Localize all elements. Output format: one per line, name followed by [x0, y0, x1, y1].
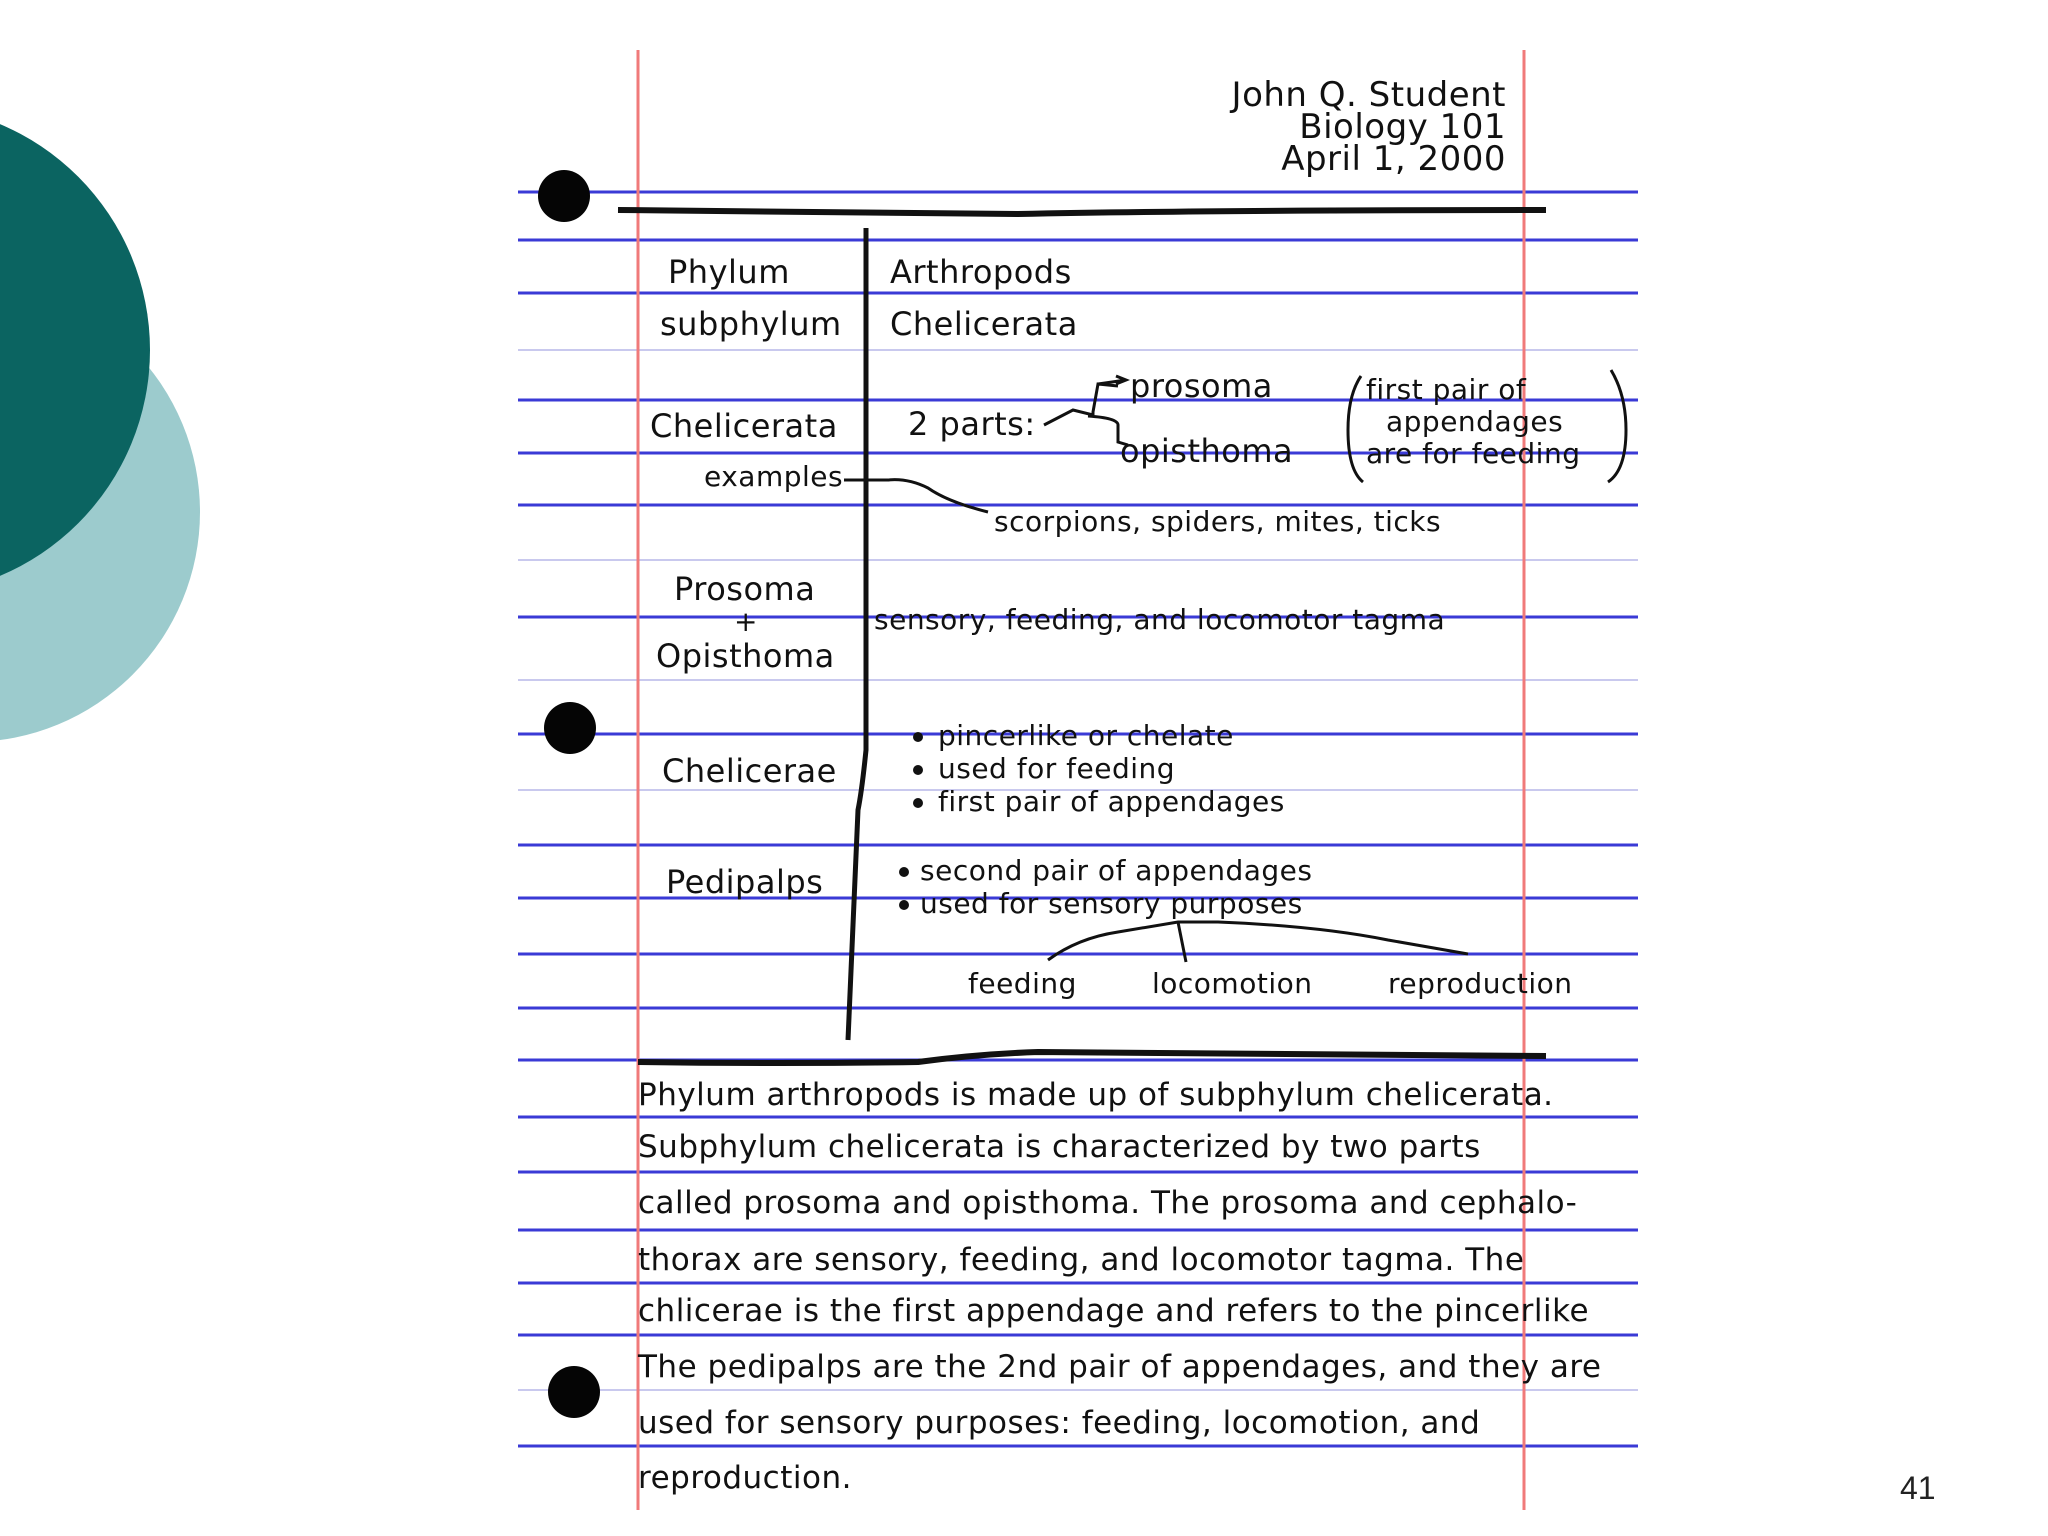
chelicerata-label: Chelicerata — [650, 407, 838, 445]
opisthoma-label: Opisthoma — [656, 637, 835, 675]
bracket-left — [1348, 376, 1363, 482]
subphylum-label: subphylum — [660, 305, 842, 343]
summary-line-2: Subphylum chelicerata is characterized by two parts — [638, 1129, 1481, 1165]
bracket-note-line-3: are for feeding — [1366, 437, 1581, 470]
chelicerae-label: Chelicerae — [662, 752, 837, 790]
summary-line-7: used for sensory purposes: feeding, locomotion, and — [638, 1405, 1481, 1441]
purpose-feeding: feeding — [968, 967, 1077, 1000]
summary-line-5: chlicerae is the first appendage and refers to the pincerlike — [638, 1293, 1590, 1329]
examples-label: examples — [704, 460, 844, 493]
tagma-value: sensory, feeding, and locomotor tagma — [874, 603, 1446, 636]
punch-hole-middle — [544, 702, 596, 754]
bracket-note-line-2: appendages — [1386, 405, 1564, 438]
prosoma-label: Prosoma — [674, 570, 816, 608]
punch-hole-bottom — [548, 1366, 600, 1418]
purpose-locomotion: locomotion — [1152, 967, 1313, 1000]
slide-page-number: 41 — [1900, 1470, 1936, 1506]
summary-line-3: called prosoma and opisthoma. The prosoma and cephalo- — [638, 1185, 1578, 1221]
purposes-branch — [1048, 922, 1468, 962]
note-date: April 1, 2000 — [1281, 139, 1506, 179]
parts-branch — [1044, 384, 1128, 445]
chelicerae-bullet-1: pincerlike or chelate — [938, 719, 1234, 752]
summary-line-4: thorax are sensory, feeding, and locomotor tagma. The — [638, 1242, 1525, 1278]
phylum-value: Arthropods — [890, 253, 1072, 291]
part-opisthoma: opisthoma — [1120, 432, 1294, 470]
slide-decoration — [0, 0, 220, 820]
two-parts-label: 2 parts: — [908, 405, 1036, 443]
chelicerae-bullet-2: used for feeding — [938, 752, 1176, 785]
chelicerae-bullet-3: first pair of appendages — [938, 785, 1285, 818]
part-prosoma: prosoma — [1130, 367, 1273, 405]
header-rule — [618, 210, 1546, 214]
examples-value: scorpions, spiders, mites, ticks — [994, 505, 1442, 538]
summary-line-1: Phylum arthropods is made up of subphylum chelicerata. — [638, 1077, 1554, 1113]
pedipalps-bullet-1: second pair of appendages — [920, 854, 1313, 887]
pedipalps-bullet-2: used for sensory purposes — [920, 887, 1303, 920]
summary-line-8: reproduction. — [638, 1460, 852, 1496]
arrow-to-prosoma — [1098, 376, 1126, 384]
punch-hole-top — [538, 170, 590, 222]
plus-sign: + — [734, 605, 758, 638]
student-name: John Q. Student — [1231, 75, 1506, 115]
notebook-page — [518, 50, 1638, 1510]
purpose-reproduction: reproduction — [1388, 967, 1573, 1000]
pedipalps-label: Pedipalps — [666, 863, 824, 901]
bracket-note-line-1: first pair of — [1366, 373, 1527, 406]
phylum-label: Phylum — [668, 253, 790, 291]
course-name: Biology 101 — [1299, 107, 1506, 147]
subphylum-value: Chelicerata — [890, 305, 1078, 343]
bracket-right — [1608, 370, 1626, 482]
summary-line-6: The pedipalps are the 2nd pair of appendages, and they are — [638, 1349, 1602, 1385]
